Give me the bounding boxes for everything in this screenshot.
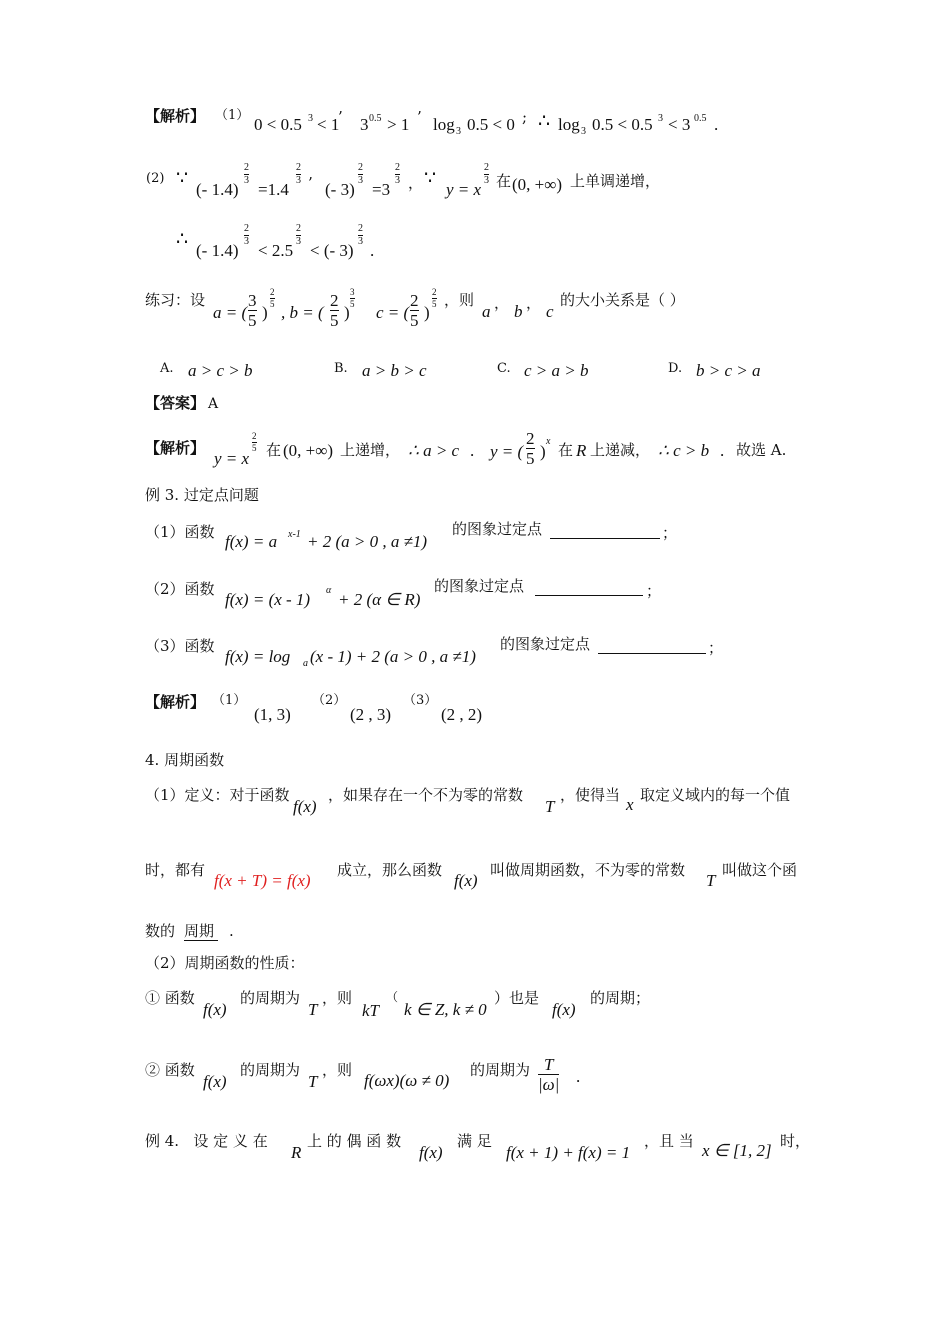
math-expr: ∴ c > b bbox=[658, 441, 710, 460]
answer-tag: 【答案】 bbox=[145, 394, 206, 412]
choice-b-label: B. bbox=[334, 361, 348, 376]
variable-c: c bbox=[546, 302, 554, 321]
math-expr: y = x bbox=[214, 449, 250, 468]
variable-b: b bbox=[514, 302, 523, 321]
math-condition: k ∈ Z, k ≠ 0 bbox=[404, 1000, 487, 1019]
section-title: 4. 周期函数 bbox=[145, 751, 225, 769]
math-T: T bbox=[706, 871, 716, 890]
math-expr: log bbox=[433, 115, 455, 134]
math-expr: 0 < 0.5 bbox=[254, 115, 302, 134]
choice-a-expr: a > c > b bbox=[188, 361, 253, 380]
math-expr: ∴ a > c bbox=[408, 441, 460, 460]
math-expr: (x - 1) + 2 (a > 0 , a ≠1) bbox=[310, 647, 476, 666]
periodic-equation: f(x + T) = f(x) bbox=[214, 871, 311, 890]
answer-point: (2 , 2) bbox=[441, 705, 483, 724]
answer-point: (2 , 3) bbox=[350, 705, 392, 724]
part-label: （1） bbox=[215, 108, 250, 123]
math-expr: < 3 bbox=[668, 115, 691, 134]
math-expr: f(x) = a bbox=[225, 532, 278, 551]
math-expr: f(x) = (x - 1) bbox=[225, 590, 311, 609]
exponent-fraction: 2 5 bbox=[270, 287, 275, 309]
math-expr: + 2 (a > 0 , a ≠1) bbox=[307, 532, 428, 551]
math-expr: y = ( bbox=[490, 442, 524, 461]
fraction: 2 5 bbox=[330, 291, 339, 330]
math-expr: y = x bbox=[446, 180, 482, 199]
exponent-fraction: 3 5 bbox=[350, 287, 355, 309]
math-expr: a = ( bbox=[213, 303, 248, 322]
math-fx: f(x) bbox=[203, 1000, 227, 1019]
math-equation: f(x + 1) + f(x) = 1 bbox=[506, 1143, 631, 1162]
exponent-fraction: 2 5 bbox=[252, 431, 257, 453]
math-expr: < (- 3) bbox=[310, 241, 354, 260]
math-expr: 3 bbox=[360, 115, 369, 134]
exponent-fraction: 2 3 bbox=[244, 223, 249, 247]
part-label: (2) bbox=[146, 171, 165, 186]
math-expr: 0.5 < 0 bbox=[467, 115, 515, 134]
math-expr: , b = ( bbox=[281, 303, 324, 322]
math-kT: kT bbox=[362, 1001, 379, 1020]
fraction: 2 5 bbox=[526, 429, 535, 468]
exponent: 0.5 bbox=[694, 113, 707, 124]
therefore-symbol: ∴ bbox=[538, 111, 551, 132]
exponent-fraction: 2 3 bbox=[296, 223, 301, 247]
because-symbol: ∵ bbox=[424, 168, 437, 189]
therefore-symbol: ∴ bbox=[176, 229, 189, 250]
math-expr: (- 1.4) bbox=[196, 241, 239, 260]
math-expr: (- 3) bbox=[325, 180, 355, 199]
solution-tag: 【解析】 bbox=[145, 439, 206, 457]
math-interval: (0, +∞) bbox=[512, 175, 563, 194]
math-expr: c = ( bbox=[376, 303, 410, 322]
exponent-fraction: 2 3 bbox=[244, 162, 249, 186]
choice-c-label: C. bbox=[497, 361, 511, 376]
math-fx: f(x) bbox=[203, 1072, 227, 1091]
exponent: 3 bbox=[308, 113, 313, 124]
choice-d-expr: b > c > a bbox=[696, 361, 761, 380]
math-x: x bbox=[626, 795, 634, 814]
math-interval: (0, +∞) bbox=[283, 441, 334, 460]
exponent-fraction: 2 3 bbox=[358, 223, 363, 247]
exponent-fraction: 2 3 bbox=[484, 162, 489, 186]
subscript: 3 bbox=[456, 126, 461, 137]
math-expr: log bbox=[558, 115, 580, 134]
math-expr: f(ωx)(ω ≠ 0) bbox=[364, 1071, 450, 1090]
subscript: a bbox=[303, 658, 308, 669]
answer-blank[interactable] bbox=[550, 522, 660, 539]
math-expr: > 1 bbox=[387, 115, 410, 134]
math-fx: f(x) bbox=[454, 871, 478, 890]
choice-d-label: D. bbox=[668, 361, 683, 376]
math-expr: < 2.5 bbox=[258, 241, 294, 260]
math-condition: x ∈ [1, 2] bbox=[702, 1141, 772, 1160]
solution-tag: 【解析】 bbox=[145, 693, 206, 711]
math-expr: =3 bbox=[372, 180, 391, 199]
exponent: x-1 bbox=[288, 529, 301, 540]
example3-title: 例 3. 过定点问题 bbox=[145, 486, 259, 504]
answer-blank[interactable] bbox=[535, 579, 643, 596]
math-expr: < 1 bbox=[317, 115, 340, 134]
math-expr: =1.4 bbox=[258, 180, 289, 199]
exponent: α bbox=[326, 585, 332, 596]
properties-title: （2）周期函数的性质： bbox=[145, 954, 305, 972]
answer-blank[interactable] bbox=[598, 637, 706, 654]
exponent-fraction: 2 3 bbox=[395, 162, 400, 186]
solution-tag: 【解析】 bbox=[145, 107, 206, 125]
exponent-fraction: 2 3 bbox=[358, 162, 363, 186]
exponent: 0.5 bbox=[369, 113, 382, 124]
choice-c-expr: c > a > b bbox=[524, 361, 589, 380]
math-expr: f(x) = log bbox=[225, 647, 291, 666]
math-expr: R bbox=[576, 441, 587, 460]
choice-b-expr: a > b > c bbox=[362, 361, 427, 380]
math-R: R bbox=[291, 1143, 302, 1162]
subscript: 3 bbox=[581, 126, 586, 137]
fraction: 3 5 bbox=[248, 291, 257, 330]
because-symbol: ∵ bbox=[176, 168, 189, 189]
math-expr: 0.5 < 0.5 bbox=[592, 115, 653, 134]
fraction: 2 5 bbox=[410, 291, 419, 330]
math-expr: + 2 (α ∈ R) bbox=[338, 590, 421, 609]
exponent-fraction: 2 3 bbox=[296, 162, 301, 186]
math-expr: (- 1.4) bbox=[196, 180, 239, 199]
period-term: 周期 bbox=[184, 924, 218, 941]
math-T: T bbox=[545, 797, 555, 816]
math-T: T bbox=[308, 1072, 318, 1091]
exponent-fraction: 2 5 bbox=[432, 287, 437, 309]
variable-a: a bbox=[482, 302, 491, 321]
math-fx: f(x) bbox=[419, 1143, 443, 1162]
choice-a-label: A. bbox=[160, 361, 174, 376]
exponent: 3 bbox=[658, 113, 663, 124]
answer-point: (1, 3) bbox=[254, 705, 291, 724]
answer-value: A bbox=[208, 396, 219, 412]
math-T: T bbox=[308, 1000, 318, 1019]
math-fx: f(x) bbox=[293, 797, 317, 816]
math-fx: f(x) bbox=[552, 1000, 576, 1019]
period-fraction: T |ω| bbox=[538, 1055, 560, 1094]
exercise-label: 练习：设 bbox=[145, 291, 206, 309]
